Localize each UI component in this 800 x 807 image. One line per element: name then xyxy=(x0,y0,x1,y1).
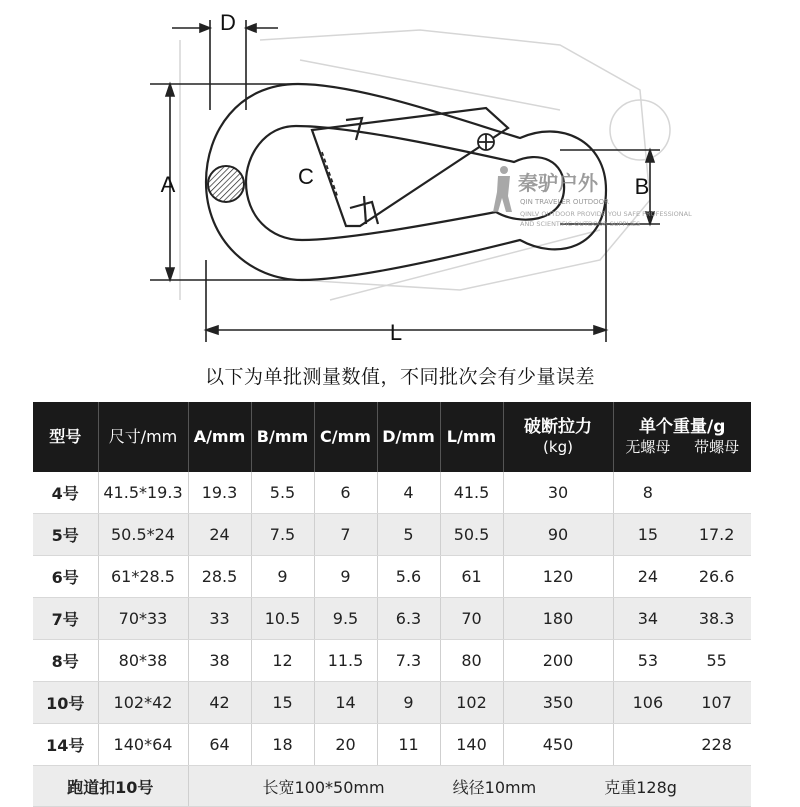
cell-l: 80 xyxy=(440,640,503,682)
watermark-tagline: QIN TRAVELER OUTDOOR xyxy=(520,198,610,206)
cell-force: 180 xyxy=(503,598,613,640)
cell-model: 4号 xyxy=(33,472,98,514)
measurement-note: 以下为单批测量数值，不同批次会有少量误差 xyxy=(204,366,595,388)
watermark-brand: 秦驴户外 xyxy=(518,171,598,195)
cell-l: 61 xyxy=(440,556,503,598)
dimension-label-c: C xyxy=(298,164,314,189)
footer-dimensions: 长宽100*50mm xyxy=(262,777,385,797)
table-row xyxy=(33,724,751,766)
cell-weight-no-nut: 15 xyxy=(637,525,659,544)
cell-size: 140*64 xyxy=(98,724,188,766)
cell-force: 120 xyxy=(503,556,613,598)
cell-a: 64 xyxy=(188,724,251,766)
header-weight-label: 单个重量/g xyxy=(639,417,726,437)
cell-size: 102*42 xyxy=(98,682,188,724)
cell-force: 90 xyxy=(503,514,613,556)
spec-table xyxy=(33,402,751,807)
cell-d: 6.3 xyxy=(377,598,440,640)
cell-weight-no-nut xyxy=(614,735,683,754)
wire-cross-section xyxy=(208,166,244,202)
cell-weight-no-nut: 8 xyxy=(642,483,653,502)
table-row xyxy=(33,514,751,556)
cell-weight-with-nut xyxy=(682,483,751,502)
footer-specs xyxy=(188,766,751,807)
cell-b: 18 xyxy=(251,724,314,766)
background-sketch xyxy=(180,30,670,300)
cell-weight xyxy=(613,514,751,556)
cell-a: 24 xyxy=(188,514,251,556)
cell-a: 42 xyxy=(188,682,251,724)
cell-c: 11.5 xyxy=(314,640,377,682)
cell-weight-no-nut: 24 xyxy=(637,567,659,586)
cell-weight-with-nut: 26.6 xyxy=(698,567,735,586)
cell-c: 7 xyxy=(314,514,377,556)
cell-force: 350 xyxy=(503,682,613,724)
cell-weight-with-nut: 107 xyxy=(701,693,732,712)
cell-c: 9.5 xyxy=(314,598,377,640)
cell-a: 19.3 xyxy=(188,472,251,514)
header-a: A/mm xyxy=(188,402,251,472)
cell-weight xyxy=(613,598,751,640)
cell-model: 7号 xyxy=(33,598,98,640)
cell-a: 28.5 xyxy=(188,556,251,598)
dimension-c-line xyxy=(322,152,338,198)
cell-b: 12 xyxy=(251,640,314,682)
rivet-icon xyxy=(478,134,494,150)
cell-weight xyxy=(613,556,751,598)
cell-weight xyxy=(613,682,751,724)
cell-weight-no-nut: 106 xyxy=(632,693,664,712)
header-force-label: 破断拉力 xyxy=(524,417,592,437)
cell-l: 70 xyxy=(440,598,503,640)
header-b: B/mm xyxy=(251,402,314,472)
cell-c: 9 xyxy=(314,556,377,598)
cell-model: 5号 xyxy=(33,514,98,556)
cell-l: 50.5 xyxy=(440,514,503,556)
cell-weight-with-nut: 17.2 xyxy=(698,525,735,544)
header-weight xyxy=(613,402,751,472)
header-size: 尺寸/mm xyxy=(98,402,188,472)
spec-table-body xyxy=(33,472,751,807)
watermark-line1: QINLV OUTDOOR PROVIDE YOU SAFE PROFESSIONAL xyxy=(520,210,692,218)
cell-d: 11 xyxy=(377,724,440,766)
cell-model: 14号 xyxy=(33,724,98,766)
carabiner-inner-contour xyxy=(246,126,564,240)
cell-weight xyxy=(613,724,751,766)
cell-l: 41.5 xyxy=(440,472,503,514)
cell-size: 41.5*19.3 xyxy=(98,472,188,514)
cell-d: 5 xyxy=(377,514,440,556)
cell-weight-no-nut: 34 xyxy=(637,609,659,628)
cell-b: 15 xyxy=(251,682,314,724)
header-weight-with-nut: 带螺母 xyxy=(694,438,740,456)
cell-force: 30 xyxy=(503,472,613,514)
cell-d: 9 xyxy=(377,682,440,724)
table-footer-row xyxy=(33,766,751,807)
cell-model: 6号 xyxy=(33,556,98,598)
footer-weight: 克重128g xyxy=(604,777,677,797)
cell-size: 80*38 xyxy=(98,640,188,682)
table-row xyxy=(33,640,751,682)
cell-d: 4 xyxy=(377,472,440,514)
hiker-logo-icon xyxy=(493,166,512,212)
header-d: D/mm xyxy=(377,402,440,472)
header-l: L/mm xyxy=(440,402,503,472)
cell-d: 5.6 xyxy=(377,556,440,598)
dimension-label-l: L xyxy=(389,320,403,345)
table-row xyxy=(33,598,751,640)
footer-model: 跑道扣10号 xyxy=(33,766,188,807)
cell-model: 8号 xyxy=(33,640,98,682)
header-force-unit: (kg) xyxy=(543,438,573,456)
cell-weight xyxy=(613,640,751,682)
table-row xyxy=(33,682,751,724)
carabiner-diagram xyxy=(0,0,800,355)
cell-a: 38 xyxy=(188,640,251,682)
cell-c: 20 xyxy=(314,724,377,766)
cell-force: 450 xyxy=(503,724,613,766)
cell-force: 200 xyxy=(503,640,613,682)
cell-weight-no-nut: 53 xyxy=(637,651,659,670)
cell-size: 50.5*24 xyxy=(98,514,188,556)
dimension-label-d: D xyxy=(220,10,236,35)
cell-c: 14 xyxy=(314,682,377,724)
header-weight-no-nut: 无螺母 xyxy=(625,438,671,456)
table-header-row xyxy=(33,402,751,472)
cell-weight-with-nut: 228 xyxy=(701,735,732,754)
cell-weight-with-nut: 55 xyxy=(706,651,727,670)
cell-weight-with-nut: 38.3 xyxy=(698,609,735,628)
cell-b: 9 xyxy=(251,556,314,598)
cell-b: 10.5 xyxy=(251,598,314,640)
cell-l: 140 xyxy=(440,724,503,766)
cell-b: 5.5 xyxy=(251,472,314,514)
dimension-label-a: A xyxy=(160,172,176,197)
header-force xyxy=(503,402,613,472)
header-model: 型号 xyxy=(33,402,98,472)
cell-c: 6 xyxy=(314,472,377,514)
watermark-line2: AND SCIENTIFIC OUTDOOR SUPPLIES xyxy=(520,220,641,228)
cell-size: 61*28.5 xyxy=(98,556,188,598)
header-c: C/mm xyxy=(314,402,377,472)
cell-weight xyxy=(613,472,751,514)
cell-d: 7.3 xyxy=(377,640,440,682)
cell-b: 7.5 xyxy=(251,514,314,556)
dimension-label-b: B xyxy=(634,174,650,199)
footer-wire: 线径10mm xyxy=(452,777,537,797)
cell-a: 33 xyxy=(188,598,251,640)
table-row xyxy=(33,472,751,514)
table-row xyxy=(33,556,751,598)
cell-size: 70*33 xyxy=(98,598,188,640)
cell-model: 10号 xyxy=(33,682,98,724)
cell-l: 102 xyxy=(440,682,503,724)
